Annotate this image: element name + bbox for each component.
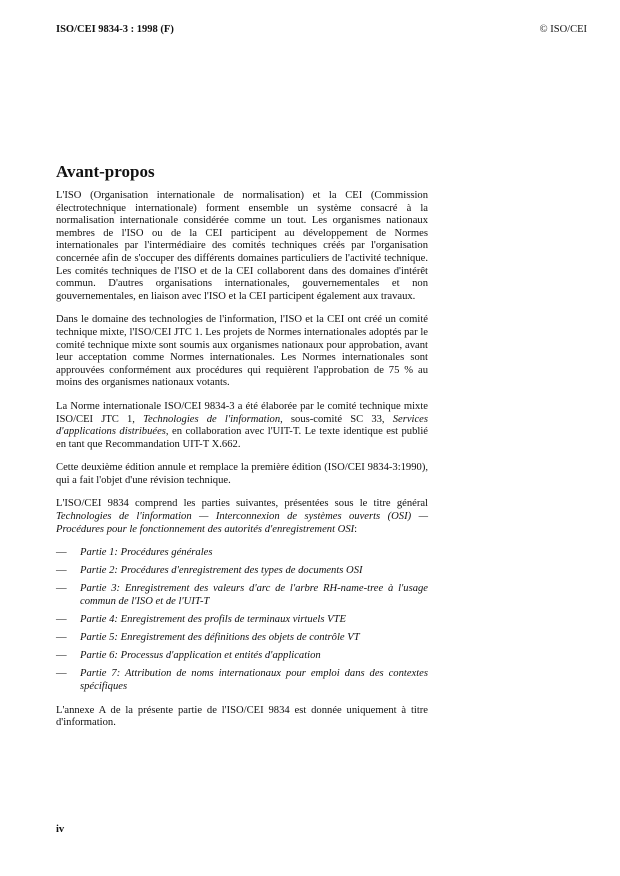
page-number: iv	[56, 824, 65, 835]
foreword-body	[56, 190, 428, 741]
list-item	[56, 583, 428, 608]
dash-bullet: —	[56, 614, 67, 626]
dash-bullet: —	[56, 668, 67, 680]
text-run: :	[354, 523, 358, 535]
paragraph-intro: L'ISO (Organisation internationale de normalisation) et la CEI (Commission électrotechnique internationale) forment ensemble un système consacré à la normalisation internationale considérée comme un tout. Les organismes nationaux membres de l'ISO ou de la CEI participent au développement de Normes internationales par l'intermédiaire des comités techniques créés par l'organisation concernée afin de s'occuper des différents domaines particuliers de l'activité technique. Les comités techniques de l'ISO et de la CEI collaborent dans des domaines d'intérêt commun. D'autres organisations internationales, gouvernementales et non gouvernementales, en liaison avec l'ISO et la CEI participent également aux travaux.	[56, 190, 428, 302]
list-item	[56, 632, 428, 645]
paragraph-elaboration	[56, 401, 428, 451]
part-text: Partie 6: Processus d'application et entités d'application	[80, 650, 321, 662]
list-item	[56, 565, 428, 578]
page-title: Avant-propos	[56, 162, 155, 181]
paragraph-parts-intro	[56, 498, 428, 536]
list-item	[56, 614, 428, 627]
dash-bullet: —	[56, 650, 67, 662]
text-run: , en collaboration avec l'UIT-T. Le texte identique est publié en tant que Recommandation UIT-T X.662.	[56, 426, 428, 450]
part-text: Partie 5: Enregistrement des définitions des objets de contrôle VT	[80, 632, 360, 644]
copyright-header: © ISO/CEI	[539, 24, 587, 35]
parts-list	[56, 547, 428, 693]
dash-bullet: —	[56, 583, 67, 595]
italic-run: Technologies de l'information	[143, 413, 281, 425]
paragraph-jtc1: Dans le domaine des technologies de l'information, l'ISO et la CEI ont créé un comité technique mixte, l'ISO/CEI JTC 1. Les projets de Normes internationales adoptés par le comité technique mixte sont soumis aux organismes nationaux pour approbation, avant leur acceptation comme Normes internationales. Les Normes internationales sont approuvées conformément aux procédures qui requièrent l'approbation de 75 % au moins des organismes nationaux votants.	[56, 314, 428, 389]
text-run: , sous-comité SC 33,	[280, 413, 393, 425]
standard-header: ISO/CEI 9834-3 : 1998 (F)	[56, 24, 174, 35]
part-text: Partie 1: Procédures générales	[80, 547, 213, 559]
part-text: Partie 4: Enregistrement des profils de terminaux virtuels VTE	[80, 614, 346, 626]
dash-bullet: —	[56, 565, 67, 577]
paragraph-annex: L'annexe A de la présente partie de l'ISO/CEI 9834 est donnée uniquement à titre d'information.	[56, 704, 428, 729]
paragraph-edition: Cette deuxième édition annule et remplace la première édition (ISO/CEI 9834-3:1990), qui a fait l'objet d'une révision technique.	[56, 462, 428, 486]
part-text: Partie 3: Enregistrement des valeurs d'arc de l'arbre RH-name-tree à l'usage commun de l'ISO et de l'UIT-T	[80, 583, 428, 608]
part-text: Partie 2: Procédures d'enregistrement des types de documents OSI	[80, 565, 363, 577]
list-item	[56, 650, 428, 663]
list-item	[56, 547, 428, 560]
part-text: Partie 7: Attribution de noms internationaux pour emploi dans des contextes spécifiques	[80, 668, 428, 692]
text-run: L'ISO/CEI 9834 comprend les parties suivantes, présentées sous le titre général	[56, 498, 428, 510]
dash-bullet: —	[56, 632, 67, 644]
dash-bullet: —	[56, 547, 67, 559]
list-item	[56, 668, 428, 693]
italic-run: Services d'applications distribuées	[56, 413, 428, 438]
italic-run: Technologies de l'information — Interconnexion de systèmes ouverts (OSI) — Procédures pour le fonctionnement des autorités d'enregistrement OSI	[56, 511, 428, 535]
text-run: La Norme internationale ISO/CEI 9834-3 a été élaborée par le comité technique mixte ISO/CEI JTC 1,	[56, 400, 428, 425]
